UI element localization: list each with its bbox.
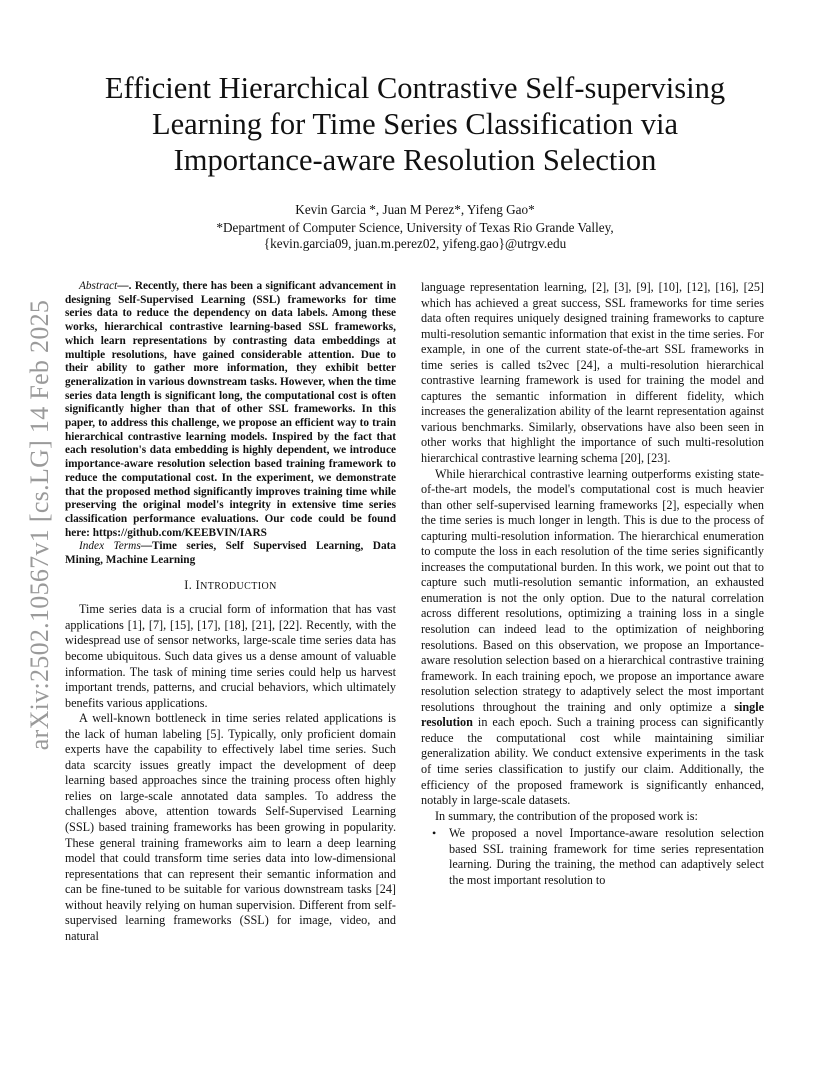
list-item-text: We proposed a novel Importance-aware resolution selection based SSL training framework for time series representation learning. During the training, the method can adaptively select the most important resolution to <box>449 826 764 887</box>
contribution-list <box>421 826 764 888</box>
paragraph-text: in each epoch. Such a training process can significantly reduce the computational cost while maintaining similiar generalization ability. We conduct extensive experiments in the task of time series classification to justify our claim. Additionally, the efficiency of the proposed framework is significantly enhanced, notably in large-scale datasets. <box>421 715 764 808</box>
body-paragraph: In summary, the contribution of the proposed work is: <box>435 808 698 823</box>
body-paragraph: language representation learning, [2], [3], [9], [10], [12], [16], [25] which has achieved a great success, SSL frameworks for time series data often requires uniquely designed training frameworks to capture multi-resolution semantic information that exist in the time series. For example, in one of the current state-of-the-art SSL frameworks in time series is called ts2vec [24], a multi-resolution hierarchical contrastive learning framework is used for training the model and captures the semantic information in different fidelity, which increases the generalization ability of the learnt representation against various benchmarks. Similarly, observations have also been seen in other works that highlight the importance of such multi-resolution hierarchical contrastive learning schema [20], [23]. <box>421 280 764 466</box>
arxiv-identifier <box>20 285 60 765</box>
author-names: Kevin Garcia *, Juan M Perez*, Yifeng Gao* <box>295 202 535 217</box>
title-line: Efficient Hierarchical Contrastive Self-supervising <box>104 71 726 105</box>
title-line: Importance-aware Resolution Selection <box>173 143 657 177</box>
author-block <box>70 202 760 252</box>
author-emails: {kevin.garcia09, juan.m.perez02, yifeng.gao}@utrgv.edu <box>263 236 567 251</box>
arxiv-identifier-text: arXiv:2502.10567v1 [cs.LG] 14 Feb 2025 <box>25 299 54 751</box>
body-paragraph: A well-known bottleneck in time series related applications is the lack of human labeling [5]. Typically, only proficient domain experts have the capability to effectively label time series. Such data scarcity issues greatly impact the development of deep learning based approaches since the training process often highly relies on large-scale annotated data samples. To address the challenges above, attention towards Self-Supervised Learning (SSL) based training frameworks has been growing in popularity. These general training frameworks aim to learn a deep learning model that could transform time series data into low-dimensional representations that can represent their semantic information and can be fine-tuned to be suitable for various downstream tasks [24] without heavily relying on human supervision. Different from self-supervised learning frameworks (SSL) for image, video, and natural <box>65 711 396 943</box>
index-terms <box>65 540 396 567</box>
title-line: Learning for Time Series Classification via <box>151 107 679 141</box>
abstract-text: —. Recently, there has been a significant advancement in designing Self-Supervised Learning (SSL) frameworks for time series data to reduce the dependency on data labels. Among these works, hierarchical contrastive learning-based SSL frameworks, which learn representations by contrasting data embeddings at multiple resolutions, have gained considerable attention. Due to their ability to gather more information, they exhibit better generalization in various downstream tasks. However, when the time series data length is significant long, the computational cost is often significantly higher than that of other SSL frameworks. In this paper, to address this challenge, we propose an efficient way to train hierarchical contrastive learning models. Inspired by the fact that each resolution's data embedding is highly dependent, we introduce importance-aware resolution selection based training framework to reduce the computational cost. In the experiment, we demonstrate that the proposed method significantly improves training time while preserving the original model's integrity in extensive time series classification performance evaluations. Our code could be found here: https://github.com/KEEBVIN/IARS <box>65 280 396 539</box>
section-numeral: I. <box>184 577 193 592</box>
abstract-label: Abstract <box>79 280 118 292</box>
section-rest: NTRODUCTION <box>200 580 277 592</box>
bullet-icon: • <box>432 826 437 841</box>
paper-title <box>70 70 760 178</box>
bold-phrase: single resolution <box>421 699 764 730</box>
left-column <box>65 280 396 944</box>
index-terms-text: —Time series, Self Supervised Learning, Data Mining, Machine Learning <box>65 540 396 567</box>
abstract <box>65 280 396 540</box>
body-paragraph <box>421 467 764 809</box>
list-item <box>432 826 764 888</box>
index-terms-label: Index Terms <box>79 540 141 553</box>
section-initial: I <box>195 577 201 592</box>
author-affiliation: *Department of Computer Science, University of Texas Rio Grande Valley, <box>216 220 614 235</box>
paragraph-text: While hierarchical contrastive learning outperforms existing state-of-the-art models, the model's computational cost is much heavier than other self-supervised learning frameworks [2], especially when the time series is much longer in length. This is due to the process of capturing multi-resolution information. The hierarchical enumeration to compute the loss in each resolution of the time series significantly increases the computational burden. In this work, we point out that to capture such mutli-resolution semantic information, an exhausted enumeration is not the only option. Due to the natural correlation across different resolutions, optimizing a training loss in a single resolution can indeed lead to the optimization of neighboring resolutions. Based on this observation, we propose an Importance-aware resolution selection based on a hierarchical contrastive training framework. In each training epoch, we propose an importance aware resolution selection strategy to adaptively select the most important resolutions throughout the training and only optimize a <box>421 466 764 714</box>
right-column <box>421 280 764 888</box>
section-heading-introduction <box>65 578 396 595</box>
body-paragraph: Time series data is a crucial form of information that has vast applications [1], [7], [15], [17], [18], [21], [22]. Recently, with the widespread use of sensor networks, large-scale time series data has become ubiquitous. Such data gives us a dense amount of valuable information. The task of mining time series could help us harvest important trends, patterns, and crucial behaviors, which ultimately benefits various applications. <box>65 602 396 710</box>
